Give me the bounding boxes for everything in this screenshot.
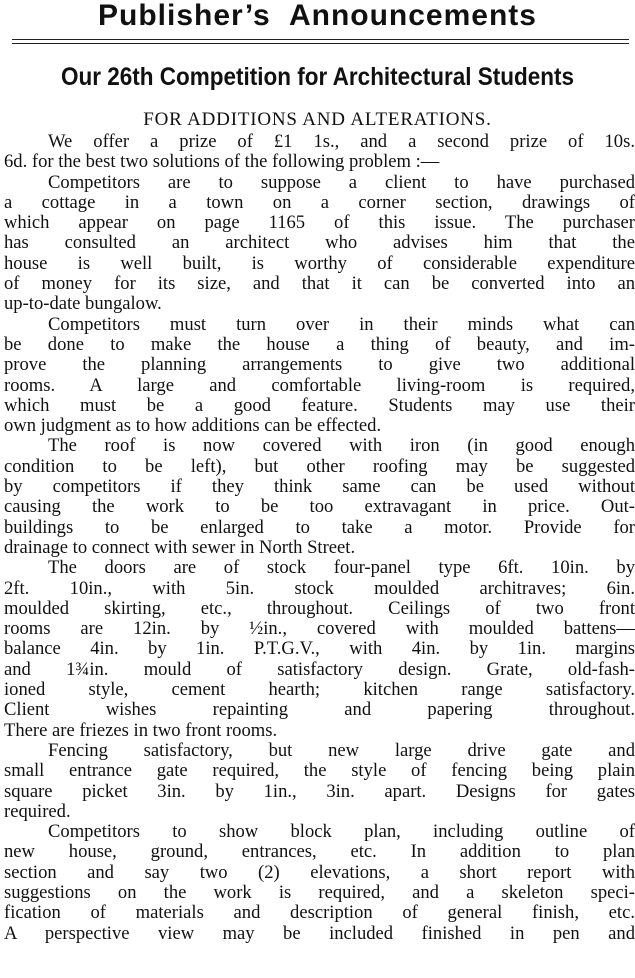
article-line: and 1¾in. mould of satisfactory design. Grate, old-fash- <box>4 658 635 680</box>
article-line: ioned style, cement hearth; kitchen range satisfactory. <box>4 679 635 701</box>
article-line: new house, ground, entrances, etc. In addition to plan <box>4 841 635 863</box>
article-line: We offer a prize of £1 1s., and a second prize of 10s. <box>48 131 635 152</box>
header-rule-top <box>12 39 629 40</box>
article-line: Competitors must turn over in their minds what can <box>48 313 635 335</box>
article-line: Competitors to show block plan, including outline of <box>48 821 635 843</box>
article-line: which appear on page 1165 of this issue. The purchaser <box>4 212 635 234</box>
section-header-title: Publisher’s Announcements <box>98 0 537 32</box>
article-line: 6d. for the best two solutions of the following problem :— <box>4 151 440 173</box>
article-line: causing the work to be too extravagant in price. Out- <box>4 496 635 518</box>
article-line: Competitors are to suppose a client to have purchased <box>48 171 635 193</box>
article-line: The roof is now covered with iron (in good enough <box>48 435 635 457</box>
article-line: Fencing satisfactory, but new large drive gate and <box>48 739 635 761</box>
article-line: buildings to be enlarged to take a motor. Provide for <box>4 516 635 538</box>
article-line: be done to make the house a thing of beauty, and im- <box>4 333 635 355</box>
article-line: of money for its size, and that it can be converted into an <box>4 273 635 295</box>
article-line: 2ft. 10in., with 5in. stock moulded architraves; 6in. <box>4 577 635 599</box>
competition-headline: Our 26th Competition for Architectural Students <box>61 63 574 91</box>
article-line: which must be a good feature. Students may use their <box>4 394 635 416</box>
article-line: required. <box>4 800 71 822</box>
article-line: suggestions on the work is required, and a skeleton speci- <box>4 881 635 903</box>
article-line: A perspective view may be included finished in pen and <box>4 922 635 944</box>
article-line: There are friezes in two front rooms. <box>4 719 278 741</box>
competition-subheading: FOR ADDITIONS AND ALTERATIONS. <box>143 109 492 130</box>
article-line: fication of materials and description of general finish, etc. <box>4 902 635 924</box>
header-rule-bottom <box>12 43 629 44</box>
article-line: rooms. A large and comfortable living-room is required, <box>4 374 635 396</box>
article-body <box>4 132 635 944</box>
article-line: a cottage in a town on a corner section, drawings of <box>4 191 635 213</box>
article-line: Client wishes repainting and papering throughout. <box>4 699 635 721</box>
article-line: section and say two (2) elevations, a short report with <box>4 861 635 883</box>
article-line: condition to be left), but other roofing may be suggested <box>4 455 635 477</box>
article-line: rooms are 12in. by ½in., covered with moulded battens— <box>4 618 635 640</box>
article-line: up-to-date bungalow. <box>4 293 162 315</box>
article-line: has consulted an architect who advises him that the <box>4 232 635 254</box>
article-line: house is well built, is worthy of considerable expenditure <box>4 252 635 274</box>
article-line: square picket 3in. by 1in., 3in. apart. Designs for gates <box>4 780 635 802</box>
article-line: drainage to connect with sewer in North Street. <box>4 536 356 558</box>
article-line: balance 4in. by 1in. P.T.G.V., with 4in. by 1in. margins <box>4 638 635 660</box>
article-line: The doors are of stock four-panel type 6ft. 10in. by <box>48 557 635 579</box>
article-line: moulded skirting, etc., throughout. Ceilings of two front <box>4 597 635 619</box>
article-line: small entrance gate required, the style of fencing being plain <box>4 760 635 782</box>
article-line: prove the planning arrangements to give two additional <box>4 354 635 376</box>
article-line: by competitors if they think same can be used without <box>4 476 635 498</box>
article-line: own judgment as to how additions can be effected. <box>4 415 382 437</box>
